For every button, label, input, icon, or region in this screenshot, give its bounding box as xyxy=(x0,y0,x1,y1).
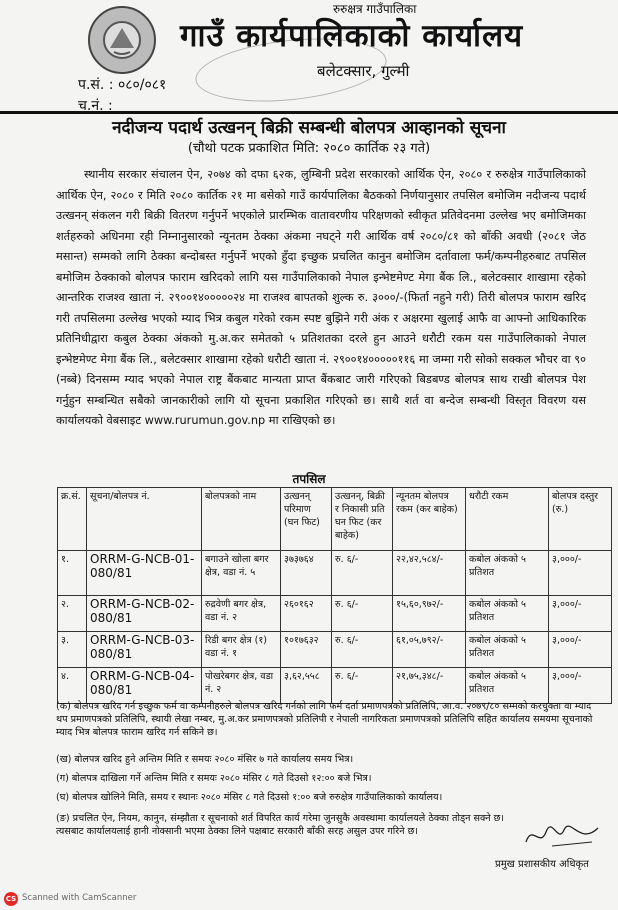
cell-min: ६१,०५,७९२/- xyxy=(393,632,466,668)
cell-sn: २. xyxy=(58,596,87,632)
col-min: न्यूनतम बोलपत्र रकम (कर बाहेक) xyxy=(393,488,466,551)
cell-qty: १०१७६३२ xyxy=(281,632,332,668)
cell-sn: १. xyxy=(58,551,87,596)
header-divider xyxy=(0,111,618,114)
cell-deposit: कबोल अंकको ५ प्रतिशत xyxy=(466,596,549,632)
table-row xyxy=(58,668,612,704)
cell-fee: ३,०००/- xyxy=(549,551,612,596)
cell-code: ORRM-G-NCB-01-080/81 xyxy=(87,551,202,596)
notice-title: नदीजन्य पदार्थ उत्खनन् बिक्री सम्बन्धी बोलपत्र आव्हानको सूचना xyxy=(112,118,506,138)
col-deposit: धरौटी रकम xyxy=(466,488,549,551)
cell-fee: ३,०००/- xyxy=(549,596,612,632)
cell-min: १५,६०,९७२/- xyxy=(393,596,466,632)
col-name: बोलपत्रको नाम xyxy=(202,488,281,551)
col-code: सूचना/बोलपत्र नं. xyxy=(87,488,202,551)
col-rate: उत्खनन्, बिक्री र निकासी प्रति घन फिट (कर बाहेक) xyxy=(332,488,393,551)
cell-deposit: कबोल अंकको ५ प्रतिशत xyxy=(466,632,549,668)
notice-subtitle: (चौथो पटक प्रकाशित मिति: २०८० कार्तिक २३ गते) xyxy=(187,141,431,156)
note-ka: (क) बोलपत्र खरिद गर्न इच्छुक फर्म वा कम्पनीहरुले बोलपत्र खरिद गर्नको लागि फर्म दर्ता प्रमाणपत्रको प्रतिलिपि, आ.व. २०७९/८० सम्मको करचुक्ता वा म्याद थप प्रमाणपत्रको प्रतिलिपि, स्थायी लेखा नम्बर, मु.अ.कर प्रमाणपत्रको प्रतिलिपी र नेपाली नागरिकता प्रमाणपत्रको प्रतिलिपि सहित कार्यालय समयमा सूचनाको म्याद भित्र बोलपत्र फाराम खरिद गर्न सकिने छ। xyxy=(56,701,593,738)
schedule-table xyxy=(57,487,612,704)
cell-rate: रु. ६/- xyxy=(332,596,393,632)
cell-code: ORRM-G-NCB-04-080/81 xyxy=(87,668,202,704)
reference-number-row xyxy=(78,75,166,94)
cell-code: ORRM-G-NCB-02-080/81 xyxy=(87,596,202,632)
ref-value: ०८०/०८१ xyxy=(117,77,167,93)
office-location: बलेटक्सार, गुल्मी xyxy=(317,62,410,80)
cell-min: २१,७५,३४८/- xyxy=(393,668,466,704)
col-qty: उत्खनन् परिमाण (घन फिट) xyxy=(281,488,332,551)
cell-qty: ३,६२,५५८ xyxy=(281,668,332,704)
cell-deposit: कबोल अंकको ५ प्रतिशत xyxy=(466,668,549,704)
cell-sn: ३. xyxy=(58,632,87,668)
col-fee: बोलपत्र दस्तुर (रु.) xyxy=(549,488,612,551)
note-gha: (घ) बोलपत्र खोलिने मिति, समय र स्थानः २०८० मंसिर ८ गते दिउसो १:०० बजे रुरुक्षेत्र गाउँपालिकाको कार्यालय। xyxy=(56,792,443,803)
cell-fee: ३,०००/- xyxy=(549,668,612,704)
cell-fee: ३,०००/- xyxy=(549,632,612,668)
signature-title: प्रमुख प्रशासकीय अधिकृत xyxy=(495,859,589,870)
cell-name: बगाउने खोला बगर क्षेत्र, वडा नं. ५ xyxy=(202,551,281,596)
note-kha: (ख) बोलपत्र खरिद हुने अन्तिम मिति र समयः २०८० मंसिर ७ गते कार्यालय समय भित्र। xyxy=(56,754,354,765)
dispatch-label: च.नं. : xyxy=(78,98,113,114)
cell-code: ORRM-G-NCB-03-080/81 xyxy=(87,632,202,668)
cell-deposit: कबोल अंकको ५ प्रतिशत xyxy=(466,551,549,596)
cell-qty: ३७३७६४ xyxy=(281,551,332,596)
handwritten-signature xyxy=(522,820,602,850)
table-row xyxy=(58,551,612,596)
office-title: गाउँ कार्यपालिकाको कार्यालय xyxy=(180,18,524,54)
parent-organization: रुरुक्षत्र गाउँपालिका xyxy=(333,2,417,16)
camscanner-icon: CS xyxy=(4,892,18,906)
schedule-heading: तपसिल xyxy=(292,472,326,486)
cell-min: २२,४२,५८४/- xyxy=(393,551,466,596)
notice-body: स्थानीय सरकार संचालन ऐन, २०७४ को दफा ६२क, लुम्बिनी प्रदेश सरकारको आर्थिक ऐन, २०८० र रुरुक्षेत्र गाउँपालिकाको आर्थिक ऐन, २०८० र मिति २०८० कार्तिक २१ मा बसेको गाउँ कार्यपालिका बैठकको निर्णयानुसार तपसिल बमोजिम नदीजन्य पदार्थ उत्खनन् संकलन गरी बिक्री वितरण गर्नुपर्ने भएकोले प्रारम्भिक वातावरणीय परिक्षणको स्वीकृत प्रतिवेदनमा उल्लेख भए बमोजिमका शर्तहरुको अधिनमा रही निम्नानुसारको न्यूनतम ठेक्का अंकमा नघट्ने गरी आर्थिक वर्ष २०८०/८१ को बाँकी अवधी (२०८१ जेठ मसान्त) सम्मको लागि ठेक्का बन्दोबस्त गर्नुपर्ने भएको हुँदा इच्छुक प्रचलित कानुन बमोजिम दर्तावाला फर्म/कम्पनीहरुबाट तपसिल बमोजिम ठेक्काको बोलपत्र फाराम खरिदको लागि यस गाउँपालिकाको नेपाल इन्भेष्टमेण्ट मेगा बैंक लि., बलेटक्सार शाखामा रहेको आन्तरिक राजश्व खाता नं. २९००१४०००००२४ मा राजश्व बापतको शुल्क रु. ३०००/-(फिर्ता नहुने गरी) तिरी बोलपत्र फाराम खरिद गरी तपसिलमा उल्लेख भएको म्याद भित्र कबुल गरेको रकम स्पष्ट बुझिने गरी अंक र अक्षरमा खुलाई आफै वा आफ्नो आधिकारिक प्रतिनिधीद्वारा कबुल ठेक्का अंकको मु.अ.कर समेतको ५ प्रतिशतका दरले हुन आउने धरौटी रकम यस गाउँपालिकाको नेपाल इन्भेष्टमेण्ट मेगा बैंक लि., बलेटक्सार शाखामा रहेको धरौटी खाता नं. २९००१४०००००११६ मा जम्मा गरी सोको सक्कल भौचर वा ९० (नब्बे) दिनसम्म म्याद भएको नेपाल राष्ट्र बैंकबाट मान्यता प्राप्त बैंकबाट जारी गरिएको बिडबण्ड बोलपत्र साथ राखी बोलपत्र पेश गर्नुहुन सम्बन्धित सबैको जानकारीको लागि यो सूचना प्रकाशित गरिएको छ। साथै शर्त वा बन्देज सम्बन्धी विस्तृत विवरण यस कार्यालयको वेबसाइट www.rurumun.gov.np मा राखिएको छ। xyxy=(56,168,586,427)
cell-qty: २६०१६२ xyxy=(281,596,332,632)
scanner-watermark: Scanned with CamScanner xyxy=(22,893,137,903)
col-sn: क्र.सं. xyxy=(58,488,87,551)
table-row xyxy=(58,632,612,668)
cell-name: रिडी बगर क्षेत्र (१) वडा नं. १ xyxy=(202,632,281,668)
cell-name: रुद्रवेणी बगर क्षेत्र, वडा नं. २ xyxy=(202,596,281,632)
cell-rate: रु. ६/- xyxy=(332,551,393,596)
cell-rate: रु. ६/- xyxy=(332,668,393,704)
municipality-seal-logo xyxy=(88,6,156,74)
cell-rate: रु. ६/- xyxy=(332,632,393,668)
note-ga: (ग) बोलपत्र दाखिला गर्ने अन्तिम मिति र समयः २०८० मंसिर ८ गते दिउसो १२:०० बजे भित्र। xyxy=(56,773,372,784)
note-nga: (ङ) प्रचलित ऐन, नियम, कानुन, संम्झौता र सूचनाको शर्त विपरित कार्य गरेमा जुनसुकै अवस्थामा कार्यालयले ठेक्का तोड्न सक्ने छ। त्यसबाट कार्यालयलाई हानी नोक्सानी भएमा ठेक्का लिने पक्षबाट सरकारी बाँकी सरह असुल उपर गरिने छ। xyxy=(56,813,504,837)
cell-name: पोखरेबगर क्षेत्र, वडा नं. २ xyxy=(202,668,281,704)
ref-label: प.सं. : xyxy=(78,77,114,93)
table-header-row xyxy=(58,488,612,551)
cell-sn: ४. xyxy=(58,668,87,704)
table-row xyxy=(58,596,612,632)
